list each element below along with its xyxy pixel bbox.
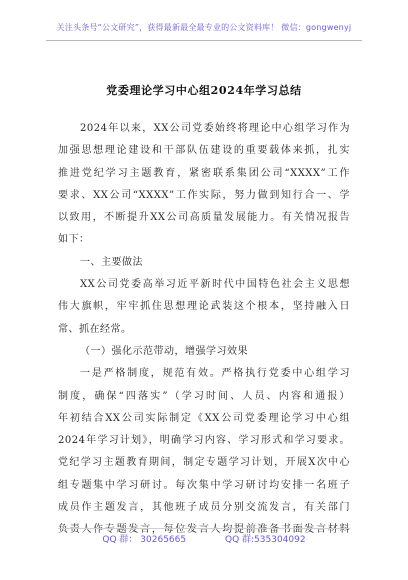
paragraph-line: 组专题集中学习研讨。每次集中学习研讨均安排一名班子 (58, 479, 350, 491)
header-banner: 关注头条号“公文研究”，获得最新最全最专业的公文资料库！ 微信：gongwenyj (56, 23, 352, 32)
paragraph-line: 推进党纪学习主题教育，紧密联系集团公司“XXXX”工作 (58, 167, 350, 179)
paragraph-line: 制度，确保“四落实”（学习时间、人员、内容和通报） (58, 390, 350, 402)
paragraph-line: 2024年以来，XX公司党委始终将理论中心组学习作为 (80, 123, 350, 134)
paragraph-line: 要求、XX公司“XXXX”工作实际，努力做到知行合一、学 (58, 189, 350, 201)
paragraph-line: 如下： (58, 234, 90, 246)
header-divider (46, 40, 362, 41)
footer-divider (58, 528, 350, 529)
paragraph-line: 常、抓在经常。 (58, 323, 132, 335)
paragraph-line: XX公司党委高举习近平新时代中国特色社会主义思想 (80, 279, 350, 291)
document-title: 党委理论学习中心组2024年学习总结 (106, 84, 302, 97)
paragraph-line: 成员作主题发言，其他班子成员分别交流发言，有关部门 (58, 502, 350, 514)
qq-group-1: QQ 群： 30265665 (102, 535, 187, 545)
section-heading: 一、主要做法 (80, 256, 143, 268)
paragraph-line: 党纪学习主题教育期间，制定专题学习计划，开展X次中心 (58, 457, 350, 469)
paragraph-line: 年初结合XX公司实际制定《XX公司党委理论学习中心组 (58, 412, 350, 424)
subsection-heading: （一）强化示范带动，增强学习效果 (80, 345, 248, 357)
paragraph-line: 2024年学习计划》，明确学习内容、学习形式和学习要求。 (58, 435, 350, 447)
paragraph-line: 负责人作专题发言，每位发言人均提前准备书面发言材料 (58, 524, 350, 536)
qq-group-2: QQ 群:535304092 (224, 535, 306, 545)
footer-contact (0, 532, 408, 545)
paragraph-line: 加强思想理论建设和干部队伍建设的重要载体来抓，扎实 (58, 145, 350, 157)
document-body (58, 118, 350, 542)
paragraph-line: 伟大旗帜，牢牢抓住思想理论武装这个根本，坚持融入日 (58, 301, 350, 313)
paragraph-line: 以致用，不断提升XX公司高质量发展能力。有关情况报告 (58, 212, 350, 224)
paragraph-line: 一是严格制度，规范有效。严格执行党委中心组学习 (80, 368, 350, 380)
